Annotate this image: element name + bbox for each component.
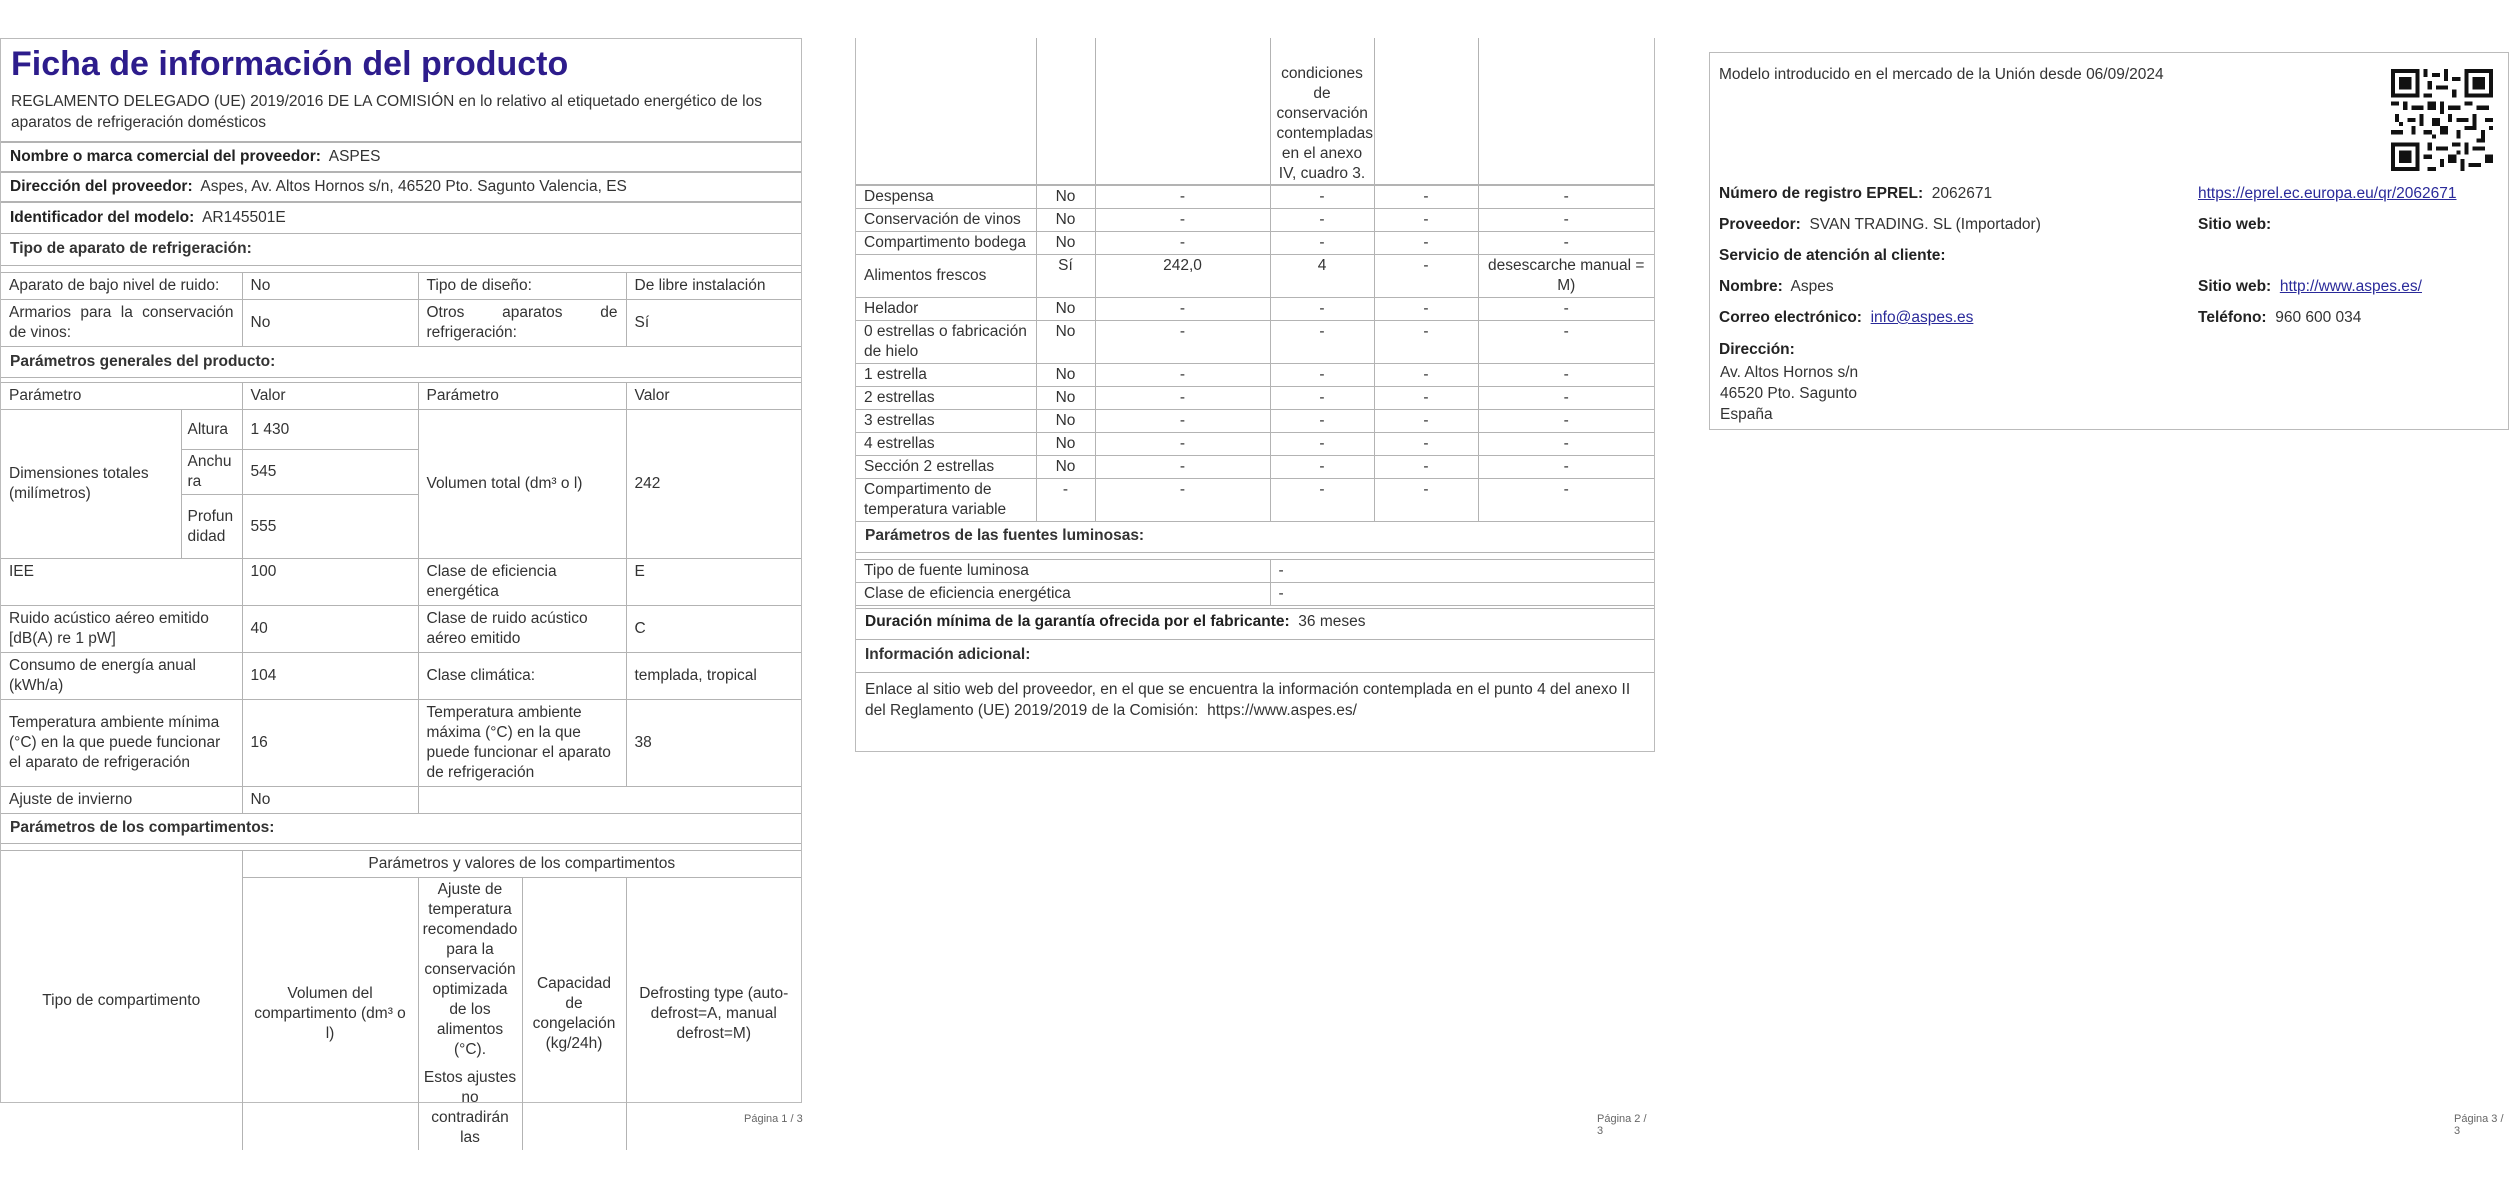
wine-value: No [242, 300, 418, 347]
compartment-row [856, 231, 1654, 254]
additional-heading: Información adicional: [856, 640, 1654, 673]
compartment-volume: - [1095, 432, 1270, 455]
depth-value: 555 [242, 495, 418, 559]
compartment-defrost: - [1478, 231, 1654, 254]
compartment-temp: - [1270, 386, 1374, 409]
additional-url[interactable]: https://www.aspes.es/ [1207, 701, 1357, 719]
light-heading: Parámetros de las fuentes luminosas: [856, 522, 1654, 553]
trade-name-label: Nombre o marca comercial del proveedor: [10, 148, 321, 165]
low-noise-label: Aparato de bajo nivel de ruido: [1, 273, 242, 300]
compartment-volume: - [1095, 231, 1270, 254]
comp-temp-header: Ajuste de temperatura recomendado para la conservación optimizada de los alimentos (°C). [422, 881, 518, 1058]
compartment-present: - [1036, 478, 1095, 521]
supplier-website-label: Sitio web: [2198, 216, 2272, 233]
model-value: AR145501E [202, 209, 286, 226]
winter-value: No [242, 787, 418, 814]
email-row [1719, 309, 1973, 327]
address-value: Aspes, Av. Altos Hornos s/n, 46520 Pto. Sagunto Valencia, ES [200, 178, 627, 195]
continuation-empty-4 [1374, 38, 1478, 184]
width-label: Anchura [181, 450, 242, 495]
energy-class-label: Clase de eficiencia energética [418, 559, 626, 606]
compartment-freeze: - [1374, 432, 1478, 455]
page-number-1: Página 1 / 3 [744, 1113, 803, 1125]
compartment-row [856, 208, 1654, 231]
compartment-defrost: - [1478, 386, 1654, 409]
eei-value: 100 [242, 559, 418, 606]
noise-label: Ruido acústico aéreo emitido [dB(A) re 1 pW] [1, 606, 242, 653]
compartment-freeze: - [1374, 409, 1478, 432]
trade-name-value: ASPES [328, 148, 381, 165]
compartment-present: No [1036, 208, 1095, 231]
continuation-empty-2 [1036, 38, 1095, 184]
compartment-defrost: - [1478, 185, 1654, 208]
comp-freeze-header: Capacidad de congelación (kg/24h) [522, 878, 626, 1151]
compartment-freeze: - [1374, 455, 1478, 478]
page-title: Ficha de información del producto [11, 45, 569, 83]
compartment-present: No [1036, 231, 1095, 254]
light-type-value: - [1270, 559, 1654, 582]
supplier-row [1719, 216, 2041, 234]
phone-row [2198, 309, 2361, 327]
phone-label: Teléfono: [2198, 309, 2267, 326]
compartment-freeze: - [1374, 320, 1478, 363]
eprel-value: 2062671 [1931, 185, 1993, 202]
email-label: Correo electrónico: [1719, 309, 1862, 326]
compartment-temp: - [1270, 432, 1374, 455]
noise-value: 40 [242, 606, 418, 653]
compartment-present: No [1036, 297, 1095, 320]
additional-text: Enlace al sitio web del proveedor, en el que se encuentra la información contemplada en el punto 4 del anexo II del Reglamento (UE) 2019/2019 de la Comisión: [865, 680, 1631, 719]
compartment-present: Sí [1036, 254, 1095, 297]
winter-label: Ajuste de invierno [1, 787, 242, 814]
compartment-rows [856, 185, 1654, 522]
general-params-table [1, 382, 801, 814]
compartment-name: 2 estrellas [856, 386, 1036, 409]
address-row [1, 172, 801, 202]
compartment-volume: - [1095, 185, 1270, 208]
market-date: Modelo introducido en el mercado de la Unión desde 06/09/2024 [1719, 66, 2164, 83]
compartment-freeze: - [1374, 208, 1478, 231]
min-temp-value: 16 [242, 700, 418, 787]
compartment-row [856, 320, 1654, 363]
compartment-present: No [1036, 386, 1095, 409]
continuation-empty-1 [856, 38, 1036, 184]
light-class-label: Clase de eficiencia energética [856, 582, 1270, 605]
compartment-name: Conservación de vinos [856, 208, 1036, 231]
additional-text-row [856, 673, 1654, 725]
eprel-row [1719, 185, 1992, 203]
compartment-volume: - [1095, 320, 1270, 363]
compartment-row [856, 386, 1654, 409]
compartment-row [856, 478, 1654, 521]
page-number-3: Página 3 / 3 [2454, 1113, 2504, 1137]
low-noise-value: No [242, 273, 418, 300]
dimensions-label: Dimensiones totales (milímetros) [1, 410, 181, 559]
compartment-name: Despensa [856, 185, 1036, 208]
max-temp-label: Temperatura ambiente máxima (°C) en la que puede funcionar el aparato de refrigeración [418, 700, 626, 787]
compartment-temp: - [1270, 231, 1374, 254]
service-website-row [2198, 278, 2422, 296]
compartment-freeze: - [1374, 386, 1478, 409]
noise-class-value: C [626, 606, 801, 653]
direction-block [1720, 362, 1858, 425]
compartment-present: No [1036, 363, 1095, 386]
compartment-name: 3 estrellas [856, 409, 1036, 432]
service-website-link[interactable]: http://www.aspes.es/ [2279, 278, 2422, 295]
eprel-info-box [1709, 52, 2509, 430]
climate-label: Clase climática: [418, 653, 626, 700]
warranty-value: 36 meses [1298, 612, 1366, 630]
compartments-continuation [855, 38, 1655, 752]
compartment-temp: - [1270, 320, 1374, 363]
compartment-temp: - [1270, 478, 1374, 521]
regulation-text: REGLAMENTO DELEGADO (UE) 2019/2016 DE LA COMISIÓN en lo relativo al etiquetado energético de los aparatos de refrigeración domésticos [1, 85, 801, 142]
comp-defrost-header: Defrosting type (auto-defrost=A, manual defrost=M) [626, 878, 801, 1151]
compartment-freeze: - [1374, 231, 1478, 254]
page-number-2: Página 2 / 3 [1597, 1113, 1647, 1137]
energy-class-value: E [626, 559, 801, 606]
appliance-type-table [1, 272, 801, 347]
volume-value: 242 [626, 410, 801, 559]
comp-temp-header-cell [418, 878, 522, 1151]
compartment-present: No [1036, 320, 1095, 363]
compartment-temp: - [1270, 409, 1374, 432]
compartment-defrost: desescarche manual = M) [1478, 254, 1654, 297]
compartment-name: Alimentos frescos [856, 254, 1036, 297]
compartment-volume: - [1095, 208, 1270, 231]
compartment-defrost: - [1478, 320, 1654, 363]
warranty-row [856, 608, 1654, 640]
compartment-row [856, 455, 1654, 478]
compartment-temp: - [1270, 455, 1374, 478]
compartments-table [856, 38, 1654, 185]
compartment-temp: - [1270, 297, 1374, 320]
eprel-label: Número de registro EPREL: [1719, 185, 1924, 202]
temp-header-continuation: condiciones de conservación contempladas en el anexo IV, cuadro 3. [1270, 38, 1374, 184]
address-label: Dirección del proveedor: [10, 178, 193, 195]
continuation-empty-3 [1095, 38, 1270, 184]
trade-name-row [1, 142, 801, 172]
page-1 [0, 0, 805, 1183]
compartment-row [856, 432, 1654, 455]
volume-label: Volumen total (dm³ o l) [418, 410, 626, 559]
compartment-defrost: - [1478, 455, 1654, 478]
compartment-present: No [1036, 185, 1095, 208]
direction-label: Dirección: [1719, 341, 1795, 358]
climate-value: templada, tropical [626, 653, 801, 700]
compartments-heading: Parámetros de los compartimentos: [1, 814, 801, 844]
design-label: Tipo de diseño: [418, 273, 626, 300]
col-value-header: Valor [242, 383, 418, 410]
empty-cell [418, 787, 801, 814]
compartment-name: 1 estrella [856, 363, 1036, 386]
width-value: 545 [242, 450, 418, 495]
compartment-freeze: - [1374, 363, 1478, 386]
phone-value: 960 600 034 [2275, 309, 2362, 326]
eprel-link[interactable]: https://eprel.ec.europa.eu/qr/2062671 [2198, 185, 2457, 202]
compartment-volume: - [1095, 409, 1270, 432]
page-3 [1709, 0, 2510, 1183]
comp-volume-header: Volumen del compartimento (dm³ o l) [242, 878, 418, 1151]
light-type-label: Tipo de fuente luminosa [856, 559, 1270, 582]
compartment-freeze: - [1374, 478, 1478, 521]
compartment-volume: 242,0 [1095, 254, 1270, 297]
col-param-header: Parámetro [1, 383, 242, 410]
email-link[interactable]: info@aspes.es [1870, 309, 1974, 326]
comp-temp-header-2: Estos ajustes no contradirán las [423, 1069, 517, 1146]
light-table [856, 559, 1654, 606]
consumption-value: 104 [242, 653, 418, 700]
compartment-volume: - [1095, 297, 1270, 320]
general-params-heading: Parámetros generales del producto: [1, 347, 801, 378]
page-2 [855, 0, 1655, 1183]
compartment-defrost: - [1478, 208, 1654, 231]
supplier-label: Proveedor: [1719, 216, 1801, 233]
compartment-defrost: - [1478, 297, 1654, 320]
noise-class-label: Clase de ruido acústico aéreo emitido [418, 606, 626, 653]
col-value-header-2: Valor [626, 383, 801, 410]
continuation-empty-5 [1478, 38, 1654, 184]
compartment-freeze: - [1374, 185, 1478, 208]
compartment-defrost: - [1478, 363, 1654, 386]
height-label: Altura [181, 410, 242, 450]
compartment-rows-body [856, 185, 1654, 521]
other-label: Otros aparatos de refrigeración: [418, 300, 626, 347]
name-label: Nombre: [1719, 278, 1783, 295]
compartment-defrost: - [1478, 478, 1654, 521]
appliance-type-heading: Tipo de aparato de refrigeración: [1, 234, 801, 266]
compartment-name: Compartimento de temperatura variable [856, 478, 1036, 521]
service-website-label: Sitio web: [2198, 278, 2272, 295]
direction-line-2: 46520 Pto. Sagunto [1720, 385, 1858, 402]
supplier-value: SVAN TRADING. SL (Importador) [1809, 216, 2041, 233]
depth-label: Profundidad [181, 495, 242, 559]
compartment-present: No [1036, 455, 1095, 478]
compartment-volume: - [1095, 386, 1270, 409]
compartment-row [856, 254, 1654, 297]
compartment-temp: - [1270, 208, 1374, 231]
service-heading: Servicio de atención al cliente: [1719, 247, 1946, 264]
name-row [1719, 278, 1834, 296]
compartment-temp: 4 [1270, 254, 1374, 297]
compartment-temp: - [1270, 363, 1374, 386]
consumption-label: Consumo de energía anual (kWh/a) [1, 653, 242, 700]
direction-line-1: Av. Altos Hornos s/n [1720, 364, 1859, 381]
model-row [1, 202, 801, 234]
compartment-row [856, 185, 1654, 208]
compartment-volume: - [1095, 478, 1270, 521]
wine-label: Armarios para la conservación de vinos: [1, 300, 242, 347]
compartment-volume: - [1095, 363, 1270, 386]
direction-line-3: España [1720, 406, 1773, 423]
compartments-header-table [1, 850, 801, 1150]
eei-label: IEE [1, 559, 242, 606]
compartment-row [856, 363, 1654, 386]
min-temp-label: Temperatura ambiente mínima (°C) en la que puede funcionar el aparato de refrigeración [1, 700, 242, 787]
col-param-header-2: Parámetro [418, 383, 626, 410]
max-temp-value: 38 [626, 700, 801, 787]
qr-code-icon [2391, 69, 2493, 171]
comp-values-header: Parámetros y valores de los compartimentos [242, 851, 801, 878]
other-value: Sí [626, 300, 801, 347]
height-value: 1 430 [242, 410, 418, 450]
light-class-value: - [1270, 582, 1654, 605]
model-label: Identificador del modelo: [10, 209, 195, 226]
design-value: De libre instalación [626, 273, 801, 300]
compartment-defrost: - [1478, 409, 1654, 432]
compartment-row [856, 409, 1654, 432]
warranty-label: Duración mínima de la garantía ofrecida por el fabricante: [865, 612, 1290, 630]
compartment-present: No [1036, 409, 1095, 432]
compartment-freeze: - [1374, 297, 1478, 320]
compartment-name: 4 estrellas [856, 432, 1036, 455]
name-value: Aspes [1790, 278, 1834, 295]
compartment-defrost: - [1478, 432, 1654, 455]
compartment-temp: - [1270, 185, 1374, 208]
compartment-present: No [1036, 432, 1095, 455]
compartment-name: Sección 2 estrellas [856, 455, 1036, 478]
compartment-name: 0 estrellas o fabricación de hielo [856, 320, 1036, 363]
compartment-freeze: - [1374, 254, 1478, 297]
compartment-row [856, 297, 1654, 320]
compartment-name: Helador [856, 297, 1036, 320]
compartment-name: Compartimento bodega [856, 231, 1036, 254]
compartment-volume: - [1095, 455, 1270, 478]
comp-type-header: Tipo de compartimento [1, 851, 242, 1151]
